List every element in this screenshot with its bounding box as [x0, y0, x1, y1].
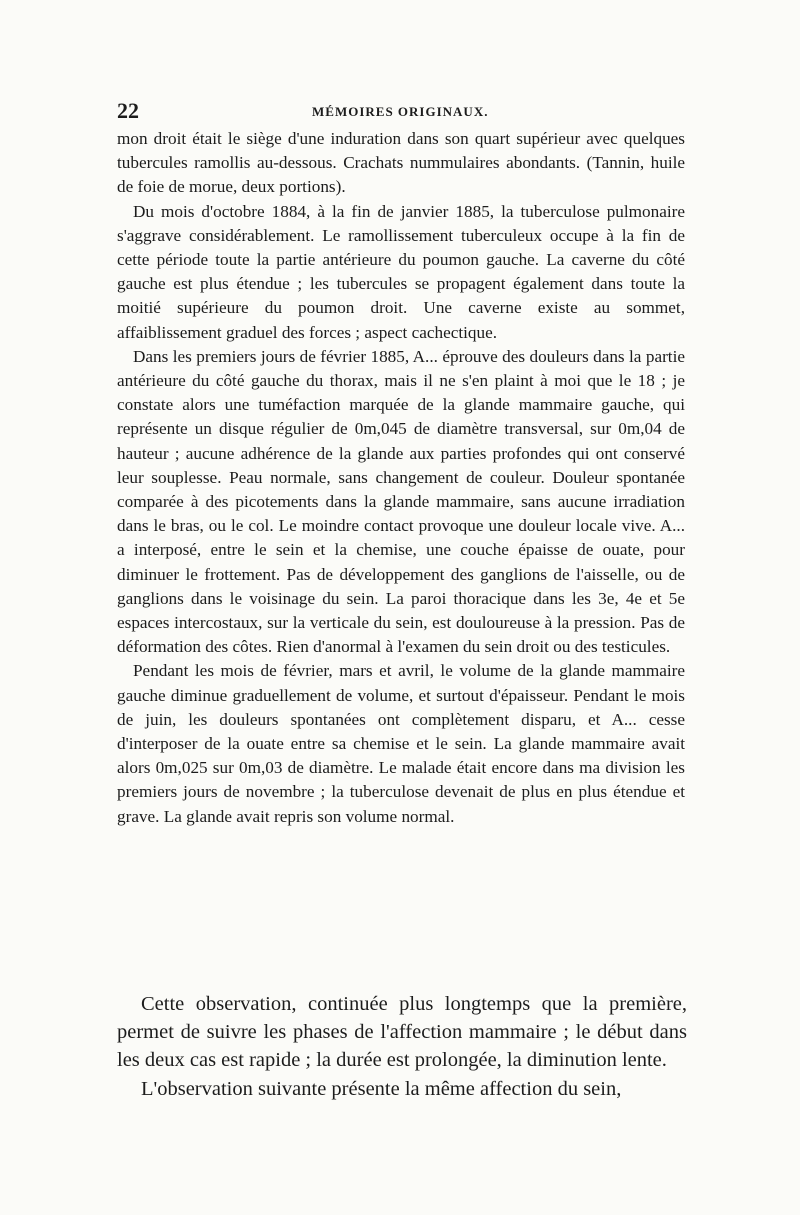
running-title: MÉMOIRES ORIGINAUX.: [312, 104, 489, 119]
paragraph: Dans les premiers jours de février 1885, A... éprouve des douleurs dans la partie antérieure du côté gauche du thorax, mais il ne s'en plaint à moi que le 18 ; je constate alors une tuméfaction marquée de la glande mammaire gauche, qui représente un disque régulier de 0m,045 de diamètre transversal, sur 0m,04 de hauteur ; aucune adhérence de la glande aux parties profondes qui ont conservé leur souplesse. Peau normale, sans changement de couleur. Douleur spontanée comparée à des picotements dans la glande mammaire, sans aucune irradiation dans le bras, ou le col. Le moindre contact provoque une douleur locale vive. A... a interposé, entre le sein et la chemise, une couche épaisse de ouate, pour diminuer le frottement. Pas de développement des ganglions de l'aisselle, ou de ganglions dans le voisinage du sein. La paroi thoracique dans les 3e, 4e et 5e espaces intercostaux, sur la verticale du sein, est douloureuse à la pression. Pas de déformation des côtes. Rien d'anormal à l'examen du sein droit ou des testicules.: [117, 346, 685, 657]
page-header: [117, 98, 687, 128]
paragraph: L'observation suivante présente la même affection du sein,: [141, 1077, 622, 1100]
body-text-small: [117, 127, 685, 829]
body-text-large: [117, 990, 687, 1103]
paragraph: mon droit était le siège d'une induration dans son quart supérieur avec quelques tubercules ramollis au-dessous. Crachats nummulaires abondants. (Tannin, huile de foie de morue, deux portions).: [117, 129, 685, 197]
paragraph: Cette observation, continuée plus longtemps que la première, permet de suivre les phases de l'affection mammaire ; le début dans les deux cas est rapide ; la durée est prolongée, la diminution lente.: [117, 993, 687, 1072]
paragraph: Du mois d'octobre 1884, à la fin de janvier 1885, la tuberculose pulmonaire s'aggrave considérablement. Le ramollissement tuberculeux occupe à la fin de cette période toute la partie antérieure du poumon gauche. La caverne du côté gauche est plus étendue ; les tubercules se propagent également dans toute la moitié supérieure du poumon droit. Une caverne existe au sommet, affaiblissement graduel des forces ; aspect cachectique.: [117, 201, 685, 342]
paragraph: Pendant les mois de février, mars et avril, le volume de la glande mammaire gauche diminue graduellement de volume, et surtout d'épaisseur. Pendant le mois de juin, les douleurs spontanées ont complètement disparu, et A... cesse d'interposer de la ouate entre sa chemise et le sein. La glande mammaire avait alors 0m,025 sur 0m,03 de diamètre. Le malade était encore dans ma division les premiers jours de novembre ; la tuberculose devenait de plus en plus étendue et grave. La glande avait repris son volume normal.: [117, 661, 685, 826]
page-number: 22: [117, 98, 139, 123]
